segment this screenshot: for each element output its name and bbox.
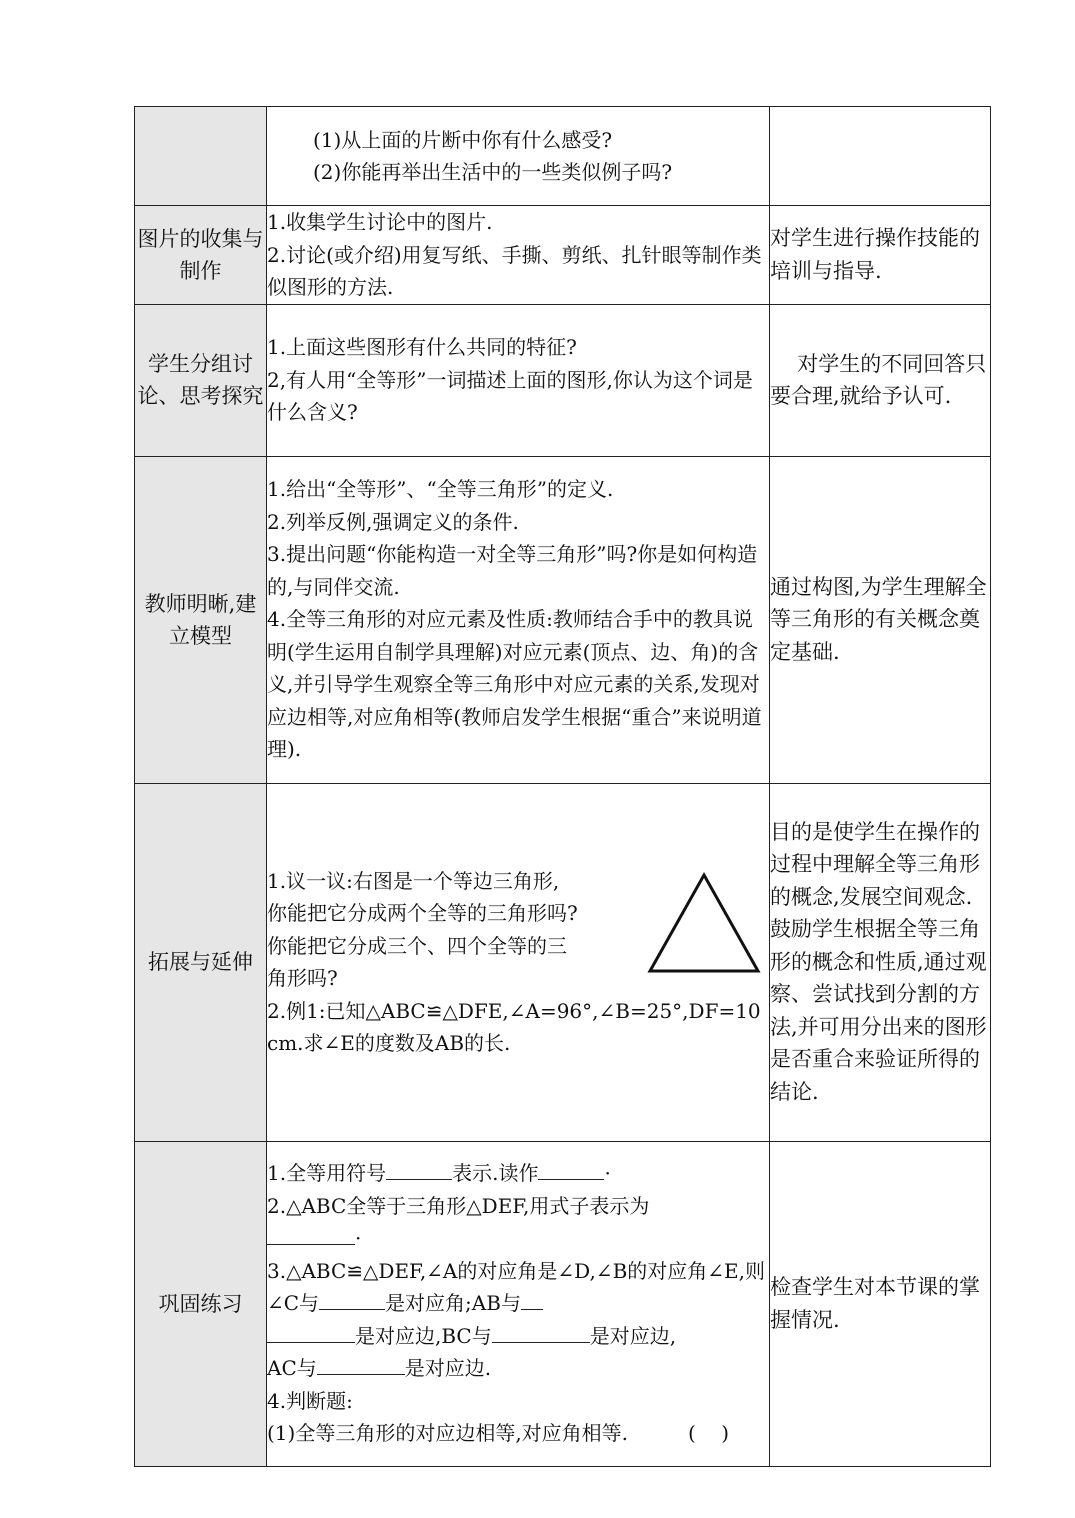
content-line: 1.给出“全等形”、“全等三角形”的定义.	[267, 477, 614, 502]
content-line: 1.上面这些图形有什么共同的特征?	[267, 335, 577, 360]
exercise-text: ·	[604, 1161, 611, 1186]
table-row	[135, 107, 991, 206]
answer-blank	[267, 1222, 355, 1245]
note-cell: 对学生的不同回答只要合理,就给予认可.	[770, 304, 991, 456]
content-cell	[267, 304, 770, 456]
content-line: 2.讨论(或介绍)用复写纸、手撕、剪纸、扎针眼等制作类似图形的方法.	[267, 242, 762, 299]
exercise-text: 是对应边.	[404, 1356, 492, 1381]
exercise-text: 2.△ABC全等于三角形△DEF,用式子表示为	[267, 1193, 650, 1218]
exercise-text: 表示.读作	[452, 1161, 539, 1186]
stage-cell: 教师明晰,建立模型	[135, 456, 267, 783]
stage-cell: 学生分组讨论、思考探究	[135, 304, 267, 456]
content-line: (2)你能再举出生活中的一些类似例子吗?	[313, 160, 673, 184]
table-row	[135, 783, 991, 1141]
exercise-line	[267, 1417, 769, 1450]
exercise-line	[267, 1190, 769, 1223]
exercise-text: 1.全等用符号	[267, 1161, 387, 1186]
content-cell	[267, 1141, 770, 1466]
table-row	[135, 206, 991, 305]
content-line: 你能把它分成两个全等的三角形吗?	[267, 901, 578, 925]
content-line: 3.提出问题“你能构造一对全等三角形”吗?你是如何构造的,与同伴交流.	[267, 542, 758, 599]
lesson-table	[134, 106, 991, 1467]
equilateral-triangle-figure	[645, 871, 763, 975]
answer-blank	[386, 1157, 452, 1180]
content-cell	[267, 107, 770, 206]
note-cell: 检查学生对本节课的掌握情况.	[770, 1141, 991, 1466]
content-line: (1)从上面的片断中你有什么感受?	[313, 127, 613, 152]
note-cell: 目的是使学生在操作的过程中理解全等三角形的概念,发展空间观念.鼓励学生根据全等三角形的概念和性质,通过观察、尝试找到分割的方法,并可用分出来的图形是否重合来验证所得的结论.	[770, 783, 991, 1141]
content-line: 1.议一议:右图是一个等边三角形,	[267, 868, 560, 893]
content-cell	[267, 206, 770, 305]
answer-blank	[521, 1287, 543, 1310]
exercise-line	[267, 1157, 769, 1190]
stage-cell: 巩固练习	[135, 1141, 267, 1466]
note-cell: 对学生进行操作技能的培训与指导.	[770, 206, 991, 305]
content-line: 你能把它分成三个、四个全等的三	[267, 933, 567, 958]
answer-parentheses: ( )	[688, 1421, 730, 1446]
content-cell	[267, 783, 770, 1141]
exercise-line	[267, 1222, 769, 1255]
expand-block	[267, 865, 769, 1060]
exercise-line	[267, 1352, 769, 1385]
exercise-text: 3.△ABC≌△DEF,∠A的对应角是∠D,∠B的对应角∠E,则∠C与	[267, 1258, 765, 1316]
content-line: 2,有人用“全等形”一词描述上面的图形,你认为这个词是什么含义?	[267, 367, 753, 425]
table-row	[135, 304, 991, 456]
stage-cell: 图片的收集与制作	[135, 206, 267, 305]
exercise-text: ·	[355, 1226, 362, 1251]
exercise-text: (1)全等三角形的对应边相等,对应角相等.	[267, 1421, 629, 1446]
stage-cell	[135, 107, 267, 206]
exercise-text: 是对应边,BC与	[355, 1323, 492, 1348]
exercise-line: 4.判断题:	[267, 1388, 353, 1413]
note-cell	[770, 107, 991, 206]
answer-blank	[317, 1352, 405, 1375]
note-cell: 通过构图,为学生理解全等三角形的有关概念奠定基础.	[770, 456, 991, 783]
content-line: 角形吗?	[267, 966, 338, 990]
answer-blank	[492, 1320, 590, 1343]
answer-blank	[319, 1287, 385, 1310]
answer-blank	[267, 1320, 355, 1343]
content-line: 4.全等三角形的对应元素及性质:教师结合手中的教具说明(学生运用自制学具理解)对应元素(顶点、边、角)的含义,并引导学生观察全等三角形中对应元素的关系,发现对应边相等,对应角相等(教师启发学生根据“重合”来说明道理).	[267, 607, 762, 762]
exercise-text: 是对应角;AB与	[385, 1291, 521, 1316]
exercise-text: 是对应边,	[589, 1323, 677, 1348]
answer-blank	[538, 1157, 604, 1180]
content-line: 2.例1:已知△ABC≌△DFE,∠A=96°,∠B=25°,DF=10 cm.求∠E的度数及AB的长.	[267, 998, 768, 1055]
content-line: 1.收集学生讨论中的图片.	[267, 210, 493, 234]
table-row	[135, 456, 991, 783]
stage-cell: 拓展与延伸	[135, 783, 267, 1141]
exercise-line	[267, 1255, 769, 1320]
content-line: 2.列举反例,强调定义的条件.	[267, 509, 519, 534]
exercise-text: AC与	[267, 1356, 317, 1381]
table-row	[135, 1141, 991, 1466]
exercise-line	[267, 1320, 769, 1353]
content-cell	[267, 456, 770, 783]
